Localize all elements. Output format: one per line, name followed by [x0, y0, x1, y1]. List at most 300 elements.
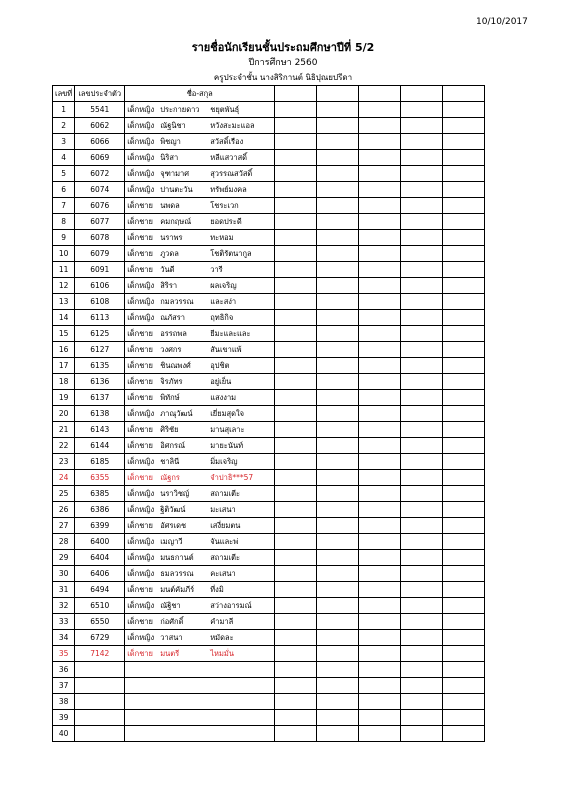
blank-cell [275, 102, 317, 118]
blank-cell [317, 646, 359, 662]
first-name: ฐิติวัฒน์ [160, 505, 186, 514]
row-number: 6 [53, 182, 75, 198]
blank-cell [401, 150, 443, 166]
name-prefix: เด็กชาย [127, 649, 153, 658]
table-row [53, 486, 485, 502]
blank-cell [443, 278, 485, 294]
row-number: 37 [53, 678, 75, 694]
blank-cell [443, 294, 485, 310]
table-row [53, 518, 485, 534]
name-prefix: เด็กหญิง [127, 489, 155, 498]
blank-cell [317, 694, 359, 710]
blank-cell [401, 438, 443, 454]
student-id: 6404 [75, 550, 125, 566]
name-prefix: เด็กชาย [127, 249, 153, 258]
blank-cell [401, 502, 443, 518]
name-prefix: เด็กหญิง [127, 137, 155, 146]
blank-cell [317, 230, 359, 246]
first-name: ภาณุวัฒน์ [160, 409, 193, 418]
table-row [53, 614, 485, 630]
blank-cell [359, 358, 401, 374]
blank-cell [359, 198, 401, 214]
student-id: 6077 [75, 214, 125, 230]
student-id [75, 726, 125, 742]
first-name: ณัฐกร [160, 473, 180, 482]
blank-cell [443, 374, 485, 390]
table-row [53, 726, 485, 742]
student-name [125, 214, 275, 230]
table-row [53, 422, 485, 438]
student-id: 6106 [75, 278, 125, 294]
last-name: หวังสะมะแอล [210, 121, 255, 130]
blank-cell [275, 582, 317, 598]
last-name: ผลเจริญ [210, 281, 237, 290]
last-name: วารี [210, 265, 223, 274]
row-number: 4 [53, 150, 75, 166]
blank-cell [359, 262, 401, 278]
blank-cell [443, 470, 485, 486]
row-number: 39 [53, 710, 75, 726]
table-row [53, 102, 485, 118]
last-name: ทะหอม [210, 233, 234, 242]
student-id: 6399 [75, 518, 125, 534]
student-name [125, 470, 275, 486]
first-name: พิชญา [160, 137, 181, 146]
last-name: หมัดละ [210, 633, 234, 642]
blank-cell [275, 678, 317, 694]
student-id: 7142 [75, 646, 125, 662]
last-name: คะเสนา [210, 569, 236, 578]
student-name [125, 694, 275, 710]
row-number: 26 [53, 502, 75, 518]
row-number: 36 [53, 662, 75, 678]
last-name: อยู่เย็น [210, 377, 232, 386]
student-id: 6136 [75, 374, 125, 390]
student-name [125, 374, 275, 390]
name-prefix: เด็กหญิง [127, 185, 155, 194]
table-row [53, 230, 485, 246]
blank-cell [275, 534, 317, 550]
last-name: เสงี่ยมตน [210, 521, 241, 530]
table-row [53, 198, 485, 214]
table-row [53, 262, 485, 278]
name-prefix: เด็กชาย [127, 345, 153, 354]
student-name [125, 502, 275, 518]
blank-cell [443, 726, 485, 742]
student-roster-table [52, 85, 485, 742]
table-row [53, 390, 485, 406]
first-name: ชินณพงศ์ [160, 361, 191, 370]
last-name: ชยุตพันธุ์ [210, 105, 240, 114]
blank-cell [275, 310, 317, 326]
row-number: 27 [53, 518, 75, 534]
blank-cell [359, 502, 401, 518]
last-name: คำมาลี [210, 617, 234, 626]
table-row [53, 150, 485, 166]
blank-cell [359, 390, 401, 406]
student-id: 6108 [75, 294, 125, 310]
blank-cell [359, 726, 401, 742]
first-name: ชาลินี [160, 457, 180, 466]
first-name: คมกฤษณ์ [160, 217, 192, 226]
student-name [125, 166, 275, 182]
first-name: พิทักษ์ [160, 393, 180, 402]
blank-cell [317, 342, 359, 358]
last-name: ยอดประดี [210, 217, 242, 226]
blank-cell [359, 342, 401, 358]
blank-cell [359, 166, 401, 182]
row-number: 34 [53, 630, 75, 646]
blank-cell [317, 166, 359, 182]
blank-cell [275, 342, 317, 358]
blank-cell [275, 214, 317, 230]
student-name [125, 486, 275, 502]
blank-cell [443, 150, 485, 166]
first-name: เมญาวี [160, 537, 183, 546]
blank-cell [359, 374, 401, 390]
blank-cell [359, 470, 401, 486]
blank-cell [317, 422, 359, 438]
last-name: มิ่มเจริญ [210, 457, 238, 466]
first-name: อัศรเดช [160, 521, 187, 530]
blank-cell [317, 358, 359, 374]
blank-cell [275, 422, 317, 438]
student-name [125, 150, 275, 166]
first-name: ณัฐนิชา [160, 121, 186, 130]
student-id: 6125 [75, 326, 125, 342]
blank-cell [275, 262, 317, 278]
blank-cell [401, 694, 443, 710]
student-id: 6079 [75, 246, 125, 262]
last-name: มะเสนา [210, 505, 236, 514]
name-prefix: เด็กหญิง [127, 601, 155, 610]
first-name: วันดี [160, 265, 175, 274]
student-name [125, 630, 275, 646]
blank-cell [275, 470, 317, 486]
row-number: 8 [53, 214, 75, 230]
blank-cell [317, 502, 359, 518]
last-name: สถามเตีะ [210, 553, 240, 562]
last-name: ยีมะและและ [210, 329, 251, 338]
name-prefix: เด็กชาย [127, 265, 153, 274]
blank-cell [317, 310, 359, 326]
blank-cell [275, 726, 317, 742]
first-name: สิริรา [160, 281, 178, 290]
student-id: 6091 [75, 262, 125, 278]
blank-cell [359, 598, 401, 614]
table-row [53, 326, 485, 342]
blank-cell [359, 214, 401, 230]
table-row [53, 310, 485, 326]
blank-cell [443, 646, 485, 662]
blank-cell [275, 294, 317, 310]
blank-cell [359, 310, 401, 326]
blank-cell [401, 166, 443, 182]
name-prefix: เด็กชาย [127, 441, 153, 450]
row-number: 3 [53, 134, 75, 150]
first-name: จิรภัทร [160, 377, 183, 386]
blank-cell [443, 134, 485, 150]
student-name [125, 438, 275, 454]
blank-cell [401, 246, 443, 262]
blank-cell [359, 454, 401, 470]
blank-cell [275, 278, 317, 294]
first-name: อิศกรณ์ [160, 441, 186, 450]
student-id: 6494 [75, 582, 125, 598]
blank-cell [317, 598, 359, 614]
student-name [125, 662, 275, 678]
name-prefix: เด็กหญิง [127, 505, 155, 514]
student-name [125, 102, 275, 118]
student-id: 6137 [75, 390, 125, 406]
blank-cell [401, 102, 443, 118]
student-id: 6076 [75, 198, 125, 214]
last-name: มายะนันท์ [210, 441, 244, 450]
academic-year: ปีการศึกษา 2560 [248, 58, 318, 68]
student-name [125, 342, 275, 358]
blank-cell [317, 534, 359, 550]
table-row [53, 166, 485, 182]
row-number: 7 [53, 198, 75, 214]
row-number: 2 [53, 118, 75, 134]
student-id: 6355 [75, 470, 125, 486]
student-id: 6185 [75, 454, 125, 470]
blank-cell [401, 518, 443, 534]
blank-cell [317, 726, 359, 742]
blank-cell [359, 582, 401, 598]
blank-cell [401, 278, 443, 294]
student-name [125, 550, 275, 566]
table-row [53, 278, 485, 294]
student-name [125, 566, 275, 582]
blank-cell [401, 662, 443, 678]
name-prefix: เด็กหญิง [127, 569, 155, 578]
header-full-name: ชื่อ-สกุล [125, 86, 275, 102]
student-name [125, 422, 275, 438]
header-number: เลขที่ [53, 86, 75, 102]
blank-cell [317, 710, 359, 726]
row-number: 32 [53, 598, 75, 614]
blank-cell [359, 278, 401, 294]
first-name: มนตรี [160, 649, 180, 658]
first-name: วาสนา [160, 633, 183, 642]
table-row [53, 406, 485, 422]
blank-cell [359, 422, 401, 438]
student-id: 6143 [75, 422, 125, 438]
table-row [53, 582, 485, 598]
row-number: 20 [53, 406, 75, 422]
name-prefix: เด็กหญิง [127, 121, 155, 130]
blank-cell [275, 358, 317, 374]
first-name: ปานตะวัน [160, 185, 193, 194]
table-header-row [53, 86, 485, 102]
blank-cell [443, 486, 485, 502]
student-id [75, 662, 125, 678]
blank-cell [275, 694, 317, 710]
blank-cell [401, 534, 443, 550]
blank-cell [443, 342, 485, 358]
header-blank [359, 86, 401, 102]
blank-cell [401, 422, 443, 438]
blank-cell [359, 118, 401, 134]
row-number: 14 [53, 310, 75, 326]
blank-cell [443, 710, 485, 726]
row-number: 17 [53, 358, 75, 374]
first-name: ก่อศักดิ์ [160, 617, 184, 626]
student-id: 6550 [75, 614, 125, 630]
table-row [53, 214, 485, 230]
row-number: 10 [53, 246, 75, 262]
first-name: นราวิชญ์ [160, 489, 190, 498]
blank-cell [317, 454, 359, 470]
last-name: เยี่ยมสุดใจ [210, 409, 245, 418]
blank-cell [401, 614, 443, 630]
blank-cell [317, 118, 359, 134]
blank-cell [443, 566, 485, 582]
student-id: 6385 [75, 486, 125, 502]
last-name: โชระเวก [210, 201, 239, 210]
header-blank [443, 86, 485, 102]
row-number: 21 [53, 422, 75, 438]
row-number: 1 [53, 102, 75, 118]
table-row [53, 646, 485, 662]
first-name: อรรถพล [160, 329, 187, 338]
blank-cell [275, 438, 317, 454]
row-number: 28 [53, 534, 75, 550]
table-row [53, 502, 485, 518]
student-name [125, 326, 275, 342]
first-name: ธมลวรรณ [160, 569, 194, 578]
last-name: และสง่า [210, 297, 237, 306]
blank-cell [317, 278, 359, 294]
first-name: มนธกานต์ [160, 553, 194, 562]
blank-cell [359, 662, 401, 678]
row-number: 22 [53, 438, 75, 454]
last-name: มานสุเลาะ [210, 425, 245, 434]
blank-cell [275, 486, 317, 502]
student-name [125, 726, 275, 742]
blank-cell [359, 710, 401, 726]
row-number: 24 [53, 470, 75, 486]
blank-cell [275, 230, 317, 246]
table-row [53, 470, 485, 486]
blank-cell [275, 502, 317, 518]
name-prefix: เด็กหญิง [127, 169, 155, 178]
blank-cell [275, 246, 317, 262]
blank-cell [443, 214, 485, 230]
blank-cell [317, 582, 359, 598]
student-id: 6069 [75, 150, 125, 166]
last-name: สถามเตีะ [210, 489, 240, 498]
blank-cell [443, 518, 485, 534]
student-id: 6729 [75, 630, 125, 646]
header-blank [401, 86, 443, 102]
blank-cell [359, 534, 401, 550]
first-name: นพดล [160, 201, 180, 210]
blank-cell [401, 406, 443, 422]
roster-body [53, 102, 485, 742]
student-id [75, 678, 125, 694]
row-number: 12 [53, 278, 75, 294]
row-number: 9 [53, 230, 75, 246]
row-number: 35 [53, 646, 75, 662]
last-name: ฤทธิกิจ [210, 313, 234, 322]
student-name [125, 230, 275, 246]
table-row [53, 438, 485, 454]
table-row [53, 374, 485, 390]
table-row [53, 710, 485, 726]
student-name [125, 262, 275, 278]
blank-cell [401, 118, 443, 134]
first-name: วงศกร [160, 345, 182, 354]
blank-cell [317, 294, 359, 310]
student-id: 6113 [75, 310, 125, 326]
blank-cell [359, 134, 401, 150]
name-prefix: เด็กหญิง [127, 537, 155, 546]
blank-cell [359, 486, 401, 502]
blank-cell [401, 310, 443, 326]
table-row [53, 294, 485, 310]
first-name: กมลวรรณ [160, 297, 194, 306]
first-name: นราพร [160, 233, 183, 242]
blank-cell [317, 470, 359, 486]
student-id: 6400 [75, 534, 125, 550]
blank-cell [275, 198, 317, 214]
student-name [125, 454, 275, 470]
student-name [125, 134, 275, 150]
blank-cell [401, 358, 443, 374]
student-name [125, 390, 275, 406]
blank-cell [275, 182, 317, 198]
blank-cell [359, 678, 401, 694]
table-row [53, 118, 485, 134]
blank-cell [275, 454, 317, 470]
blank-cell [275, 662, 317, 678]
header-blank [317, 86, 359, 102]
blank-cell [317, 150, 359, 166]
blank-cell [401, 262, 443, 278]
first-name: ประกายดาว [160, 105, 200, 114]
blank-cell [401, 470, 443, 486]
blank-cell [317, 102, 359, 118]
table-row [53, 598, 485, 614]
name-prefix: เด็กชาย [127, 377, 153, 386]
table-row [53, 358, 485, 374]
blank-cell [443, 662, 485, 678]
blank-cell [443, 326, 485, 342]
blank-cell [317, 246, 359, 262]
student-id: 6138 [75, 406, 125, 422]
blank-cell [401, 630, 443, 646]
name-prefix: เด็กชาย [127, 521, 153, 530]
student-id: 5541 [75, 102, 125, 118]
name-prefix: เด็กชาย [127, 617, 153, 626]
blank-cell [401, 230, 443, 246]
student-name [125, 198, 275, 214]
student-id [75, 694, 125, 710]
blank-cell [317, 214, 359, 230]
student-name [125, 294, 275, 310]
blank-cell [443, 598, 485, 614]
blank-cell [443, 438, 485, 454]
blank-cell [401, 486, 443, 502]
blank-cell [317, 134, 359, 150]
student-id: 6066 [75, 134, 125, 150]
first-name: มนต์คัมภีร์ [160, 585, 195, 594]
blank-cell [401, 582, 443, 598]
blank-cell [443, 694, 485, 710]
blank-cell [443, 118, 485, 134]
